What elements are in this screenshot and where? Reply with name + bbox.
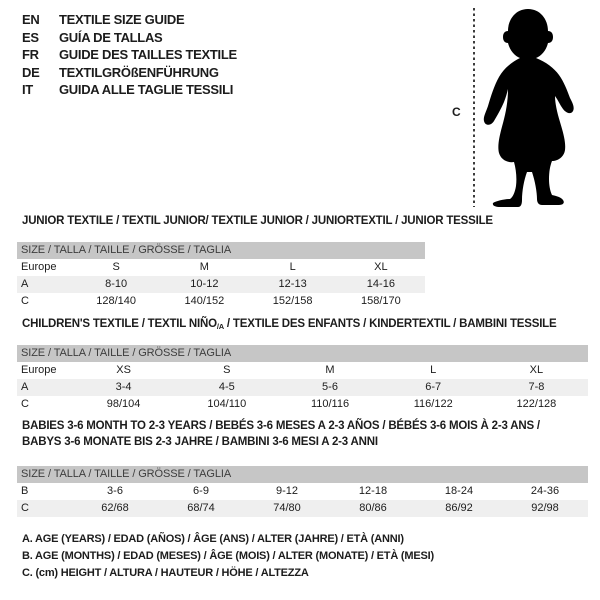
title-segment: CHILDREN'S TEXTILE / TEXTIL NIÑO <box>22 318 217 330</box>
language-title: TEXTILGRÖßENFÜHRUNG <box>59 64 219 80</box>
table-cell: 110/116 <box>310 398 350 410</box>
table-cell: XL <box>529 364 544 376</box>
babies-table <box>17 466 588 517</box>
language-code: EN <box>22 12 40 28</box>
table-row <box>17 276 425 293</box>
language-title: GUIDE DES TAILLES TEXTILE <box>59 47 237 63</box>
table-cell: 86/92 <box>445 502 473 514</box>
table-cell: 152/158 <box>272 295 313 307</box>
language-code: IT <box>22 82 33 98</box>
table-cell: 140/152 <box>184 295 225 307</box>
language-row <box>22 11 237 29</box>
language-row <box>22 64 237 82</box>
row-label: Europe <box>21 364 57 376</box>
height-dashed-line <box>473 8 475 207</box>
row-label: B <box>21 485 29 497</box>
language-row <box>22 81 237 99</box>
table-cell: 12-18 <box>358 485 388 497</box>
babies-table-title <box>22 419 540 450</box>
footnote-line: C. (cm) HEIGHT / ALTURA / HAUTEUR / HÖHE / ALTEZZA <box>22 567 309 579</box>
size-header-bar: SIZE / TALLA / TAILLE / GRÖSSE / TAGLIA <box>17 466 588 483</box>
footnote-line: B. AGE (MONTHS) / EDAD (MESES) / ÂGE (MOIS) / ALTER (MONATE) / ETÀ (MESI) <box>22 550 434 562</box>
table-cell: 8-10 <box>105 278 128 290</box>
row-label: C <box>21 295 29 307</box>
table-cell: 98/104 <box>106 398 141 410</box>
table-cell: 74/80 <box>273 502 301 514</box>
table-cell: S <box>223 364 231 376</box>
table-title-line <box>22 419 540 435</box>
table-cell: 5-6 <box>322 381 338 393</box>
table-cell: 12-13 <box>278 278 307 290</box>
table-cell: 128/140 <box>96 295 136 307</box>
row-label: Europe <box>21 261 57 273</box>
language-title: GUIDA ALLE TAGLIE TESSILI <box>59 82 234 98</box>
table-cell: 92/98 <box>531 502 559 514</box>
table-row <box>17 293 425 310</box>
title-segment: /A <box>216 322 224 331</box>
footnotes <box>22 531 434 582</box>
table-cell: 24-36 <box>530 485 560 497</box>
table-cell: 6-9 <box>193 485 209 497</box>
table-cell: 9-12 <box>275 485 299 497</box>
table-row <box>17 259 425 276</box>
table-cell: 14-16 <box>366 278 395 290</box>
table-cell: 80/86 <box>359 502 387 514</box>
height-label-c: C <box>452 105 461 119</box>
language-title: TEXTILE SIZE GUIDE <box>59 12 185 28</box>
baby-silhouette-icon <box>479 6 596 208</box>
table-row <box>17 483 588 500</box>
language-title: GUÍA DE TALLAS <box>59 29 163 45</box>
table-row <box>17 379 588 396</box>
table-row <box>17 362 588 379</box>
table-title-line <box>22 435 540 451</box>
table-cell: 6-7 <box>425 381 442 393</box>
language-row <box>22 29 237 47</box>
table-cell: 158/170 <box>360 295 401 307</box>
table-cell: 3-6 <box>107 485 123 497</box>
table-cell: 122/128 <box>516 398 557 410</box>
title-segment: JUNIOR TEXTILE / TEXTIL JUNIOR/ TEXTILE JUNIOR / JUNIORTEXTIL / JUNIOR TESSILE <box>22 215 493 227</box>
junior-table <box>17 242 425 310</box>
table-cell: 7-8 <box>528 381 545 393</box>
language-list <box>22 11 237 99</box>
table-title-line <box>22 214 493 230</box>
table-row <box>17 396 588 413</box>
table-cell: 68/74 <box>187 502 215 514</box>
table-cell: L <box>289 261 296 273</box>
row-label: A <box>21 381 29 393</box>
table-cell: M <box>199 261 209 273</box>
title-segment: BABIES 3-6 MONTH TO 2-3 YEARS / BEBÉS 3-6 MESES A 2-3 AÑOS / BÉBÉS 3-6 MOIS À 2-3 ANS / <box>22 420 540 432</box>
title-segment: BABYS 3-6 MONATE BIS 2-3 JAHRE / BAMBINI 3-6 MESI A 2-3 ANNI <box>22 435 378 448</box>
language-code: DE <box>22 64 40 80</box>
language-code: ES <box>22 29 39 45</box>
row-label: C <box>21 398 29 410</box>
table-row <box>17 500 588 517</box>
row-label: C <box>21 502 29 514</box>
title-segment: / TEXTILE DES ENFANTS / KINDERTEXTIL / BAMBINI TESSILE <box>223 318 557 330</box>
row-label: A <box>21 278 29 290</box>
table-cell: S <box>112 261 120 273</box>
language-code: FR <box>22 47 39 63</box>
table-cell: 116/122 <box>413 398 453 410</box>
table-cell: XL <box>374 261 388 273</box>
table-title-line <box>22 317 556 335</box>
table-cell: 62/68 <box>101 502 129 514</box>
size-header-bar: SIZE / TALLA / TAILLE / GRÖSSE / TAGLIA <box>17 242 425 259</box>
junior-table-title <box>22 214 493 230</box>
table-cell: M <box>325 364 335 376</box>
children-table <box>17 345 588 413</box>
children-table-title <box>22 317 556 335</box>
table-cell: 4-5 <box>218 381 235 393</box>
table-cell: L <box>430 364 437 376</box>
language-row <box>22 46 237 64</box>
table-cell: XS <box>116 364 131 376</box>
table-cell: 3-4 <box>115 381 132 393</box>
table-cell: 10-12 <box>190 278 219 290</box>
footnote-line: A. AGE (YEARS) / EDAD (AÑOS) / ÂGE (ANS) / ALTER (JAHRE) / ETÀ (ANNI) <box>22 533 404 545</box>
size-header-bar: SIZE / TALLA / TAILLE / GRÖSSE / TAGLIA <box>17 345 588 362</box>
table-cell: 18-24 <box>444 485 474 497</box>
table-cell: 104/110 <box>207 398 247 410</box>
